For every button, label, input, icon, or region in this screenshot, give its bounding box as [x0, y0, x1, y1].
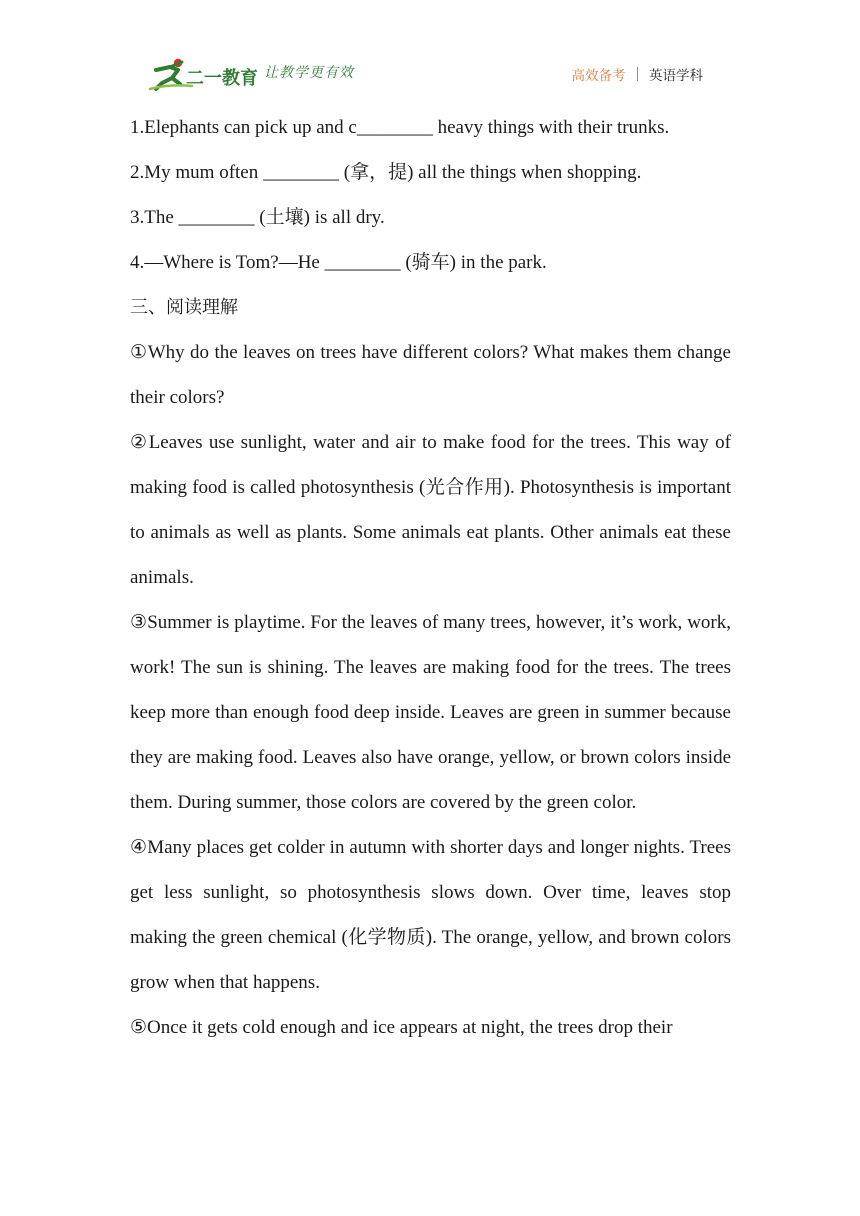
reading-paragraph-1: ①Why do the leaves on trees have different colors? What makes them change their colors? [130, 342, 731, 408]
exam-prep-tag: 高效备考 [571, 68, 626, 84]
section-title-reading: 三、阅读理解 [130, 297, 238, 318]
question-3: 3.The ________ (土壤) is all dry. [130, 207, 385, 228]
header-tags [572, 64, 704, 84]
reading-paragraph-4: ④Many places get colder in autumn with shorter days and longer nights. Trees get less sunlight, so photosynthesis slows down. Over time, leaves stop making the green chemical (化学物质). The orange, yellow, and brown colors grow when that happens. [130, 837, 731, 993]
brand-logo [148, 56, 258, 92]
logo-wordmark: 二一教育 [186, 68, 258, 89]
document-body [130, 105, 731, 1050]
tag-divider [637, 67, 639, 81]
subject-tag: 英语学科 [649, 68, 703, 84]
question-2: 2.My mum often ________ (拿，提) all the things when shopping. [130, 162, 642, 183]
reading-paragraph-5: ⑤Once it gets cold enough and ice appears at night, the trees drop their [130, 1017, 673, 1038]
brand-slogan: 让教学更有效 [264, 65, 354, 81]
question-4: 4.—Where is Tom?—He ________ (骑车) in the park. [130, 252, 547, 273]
reading-paragraph-2: ②Leaves use sunlight, water and air to make food for the trees. This way of making food is called photosynthesis (光合作用). Photosynthesis is important to animals as well as plants. Some animals eat plants. Other animals eat these animals. [130, 432, 731, 588]
reading-paragraph-3: ③Summer is playtime. For the leaves of many trees, however, it’s work, work, work! The sun is shining. The leaves are making food for the trees. The trees keep more than enough food deep inside. Leaves are green in summer because they are making food. Leaves also have orange, yellow, or brown colors inside them. During summer, those colors are covered by the green color. [130, 612, 731, 813]
runner-logo-icon [148, 56, 258, 92]
page-header [0, 0, 860, 100]
question-1: 1.Elephants can pick up and c________ heavy things with their trunks. [130, 117, 670, 138]
